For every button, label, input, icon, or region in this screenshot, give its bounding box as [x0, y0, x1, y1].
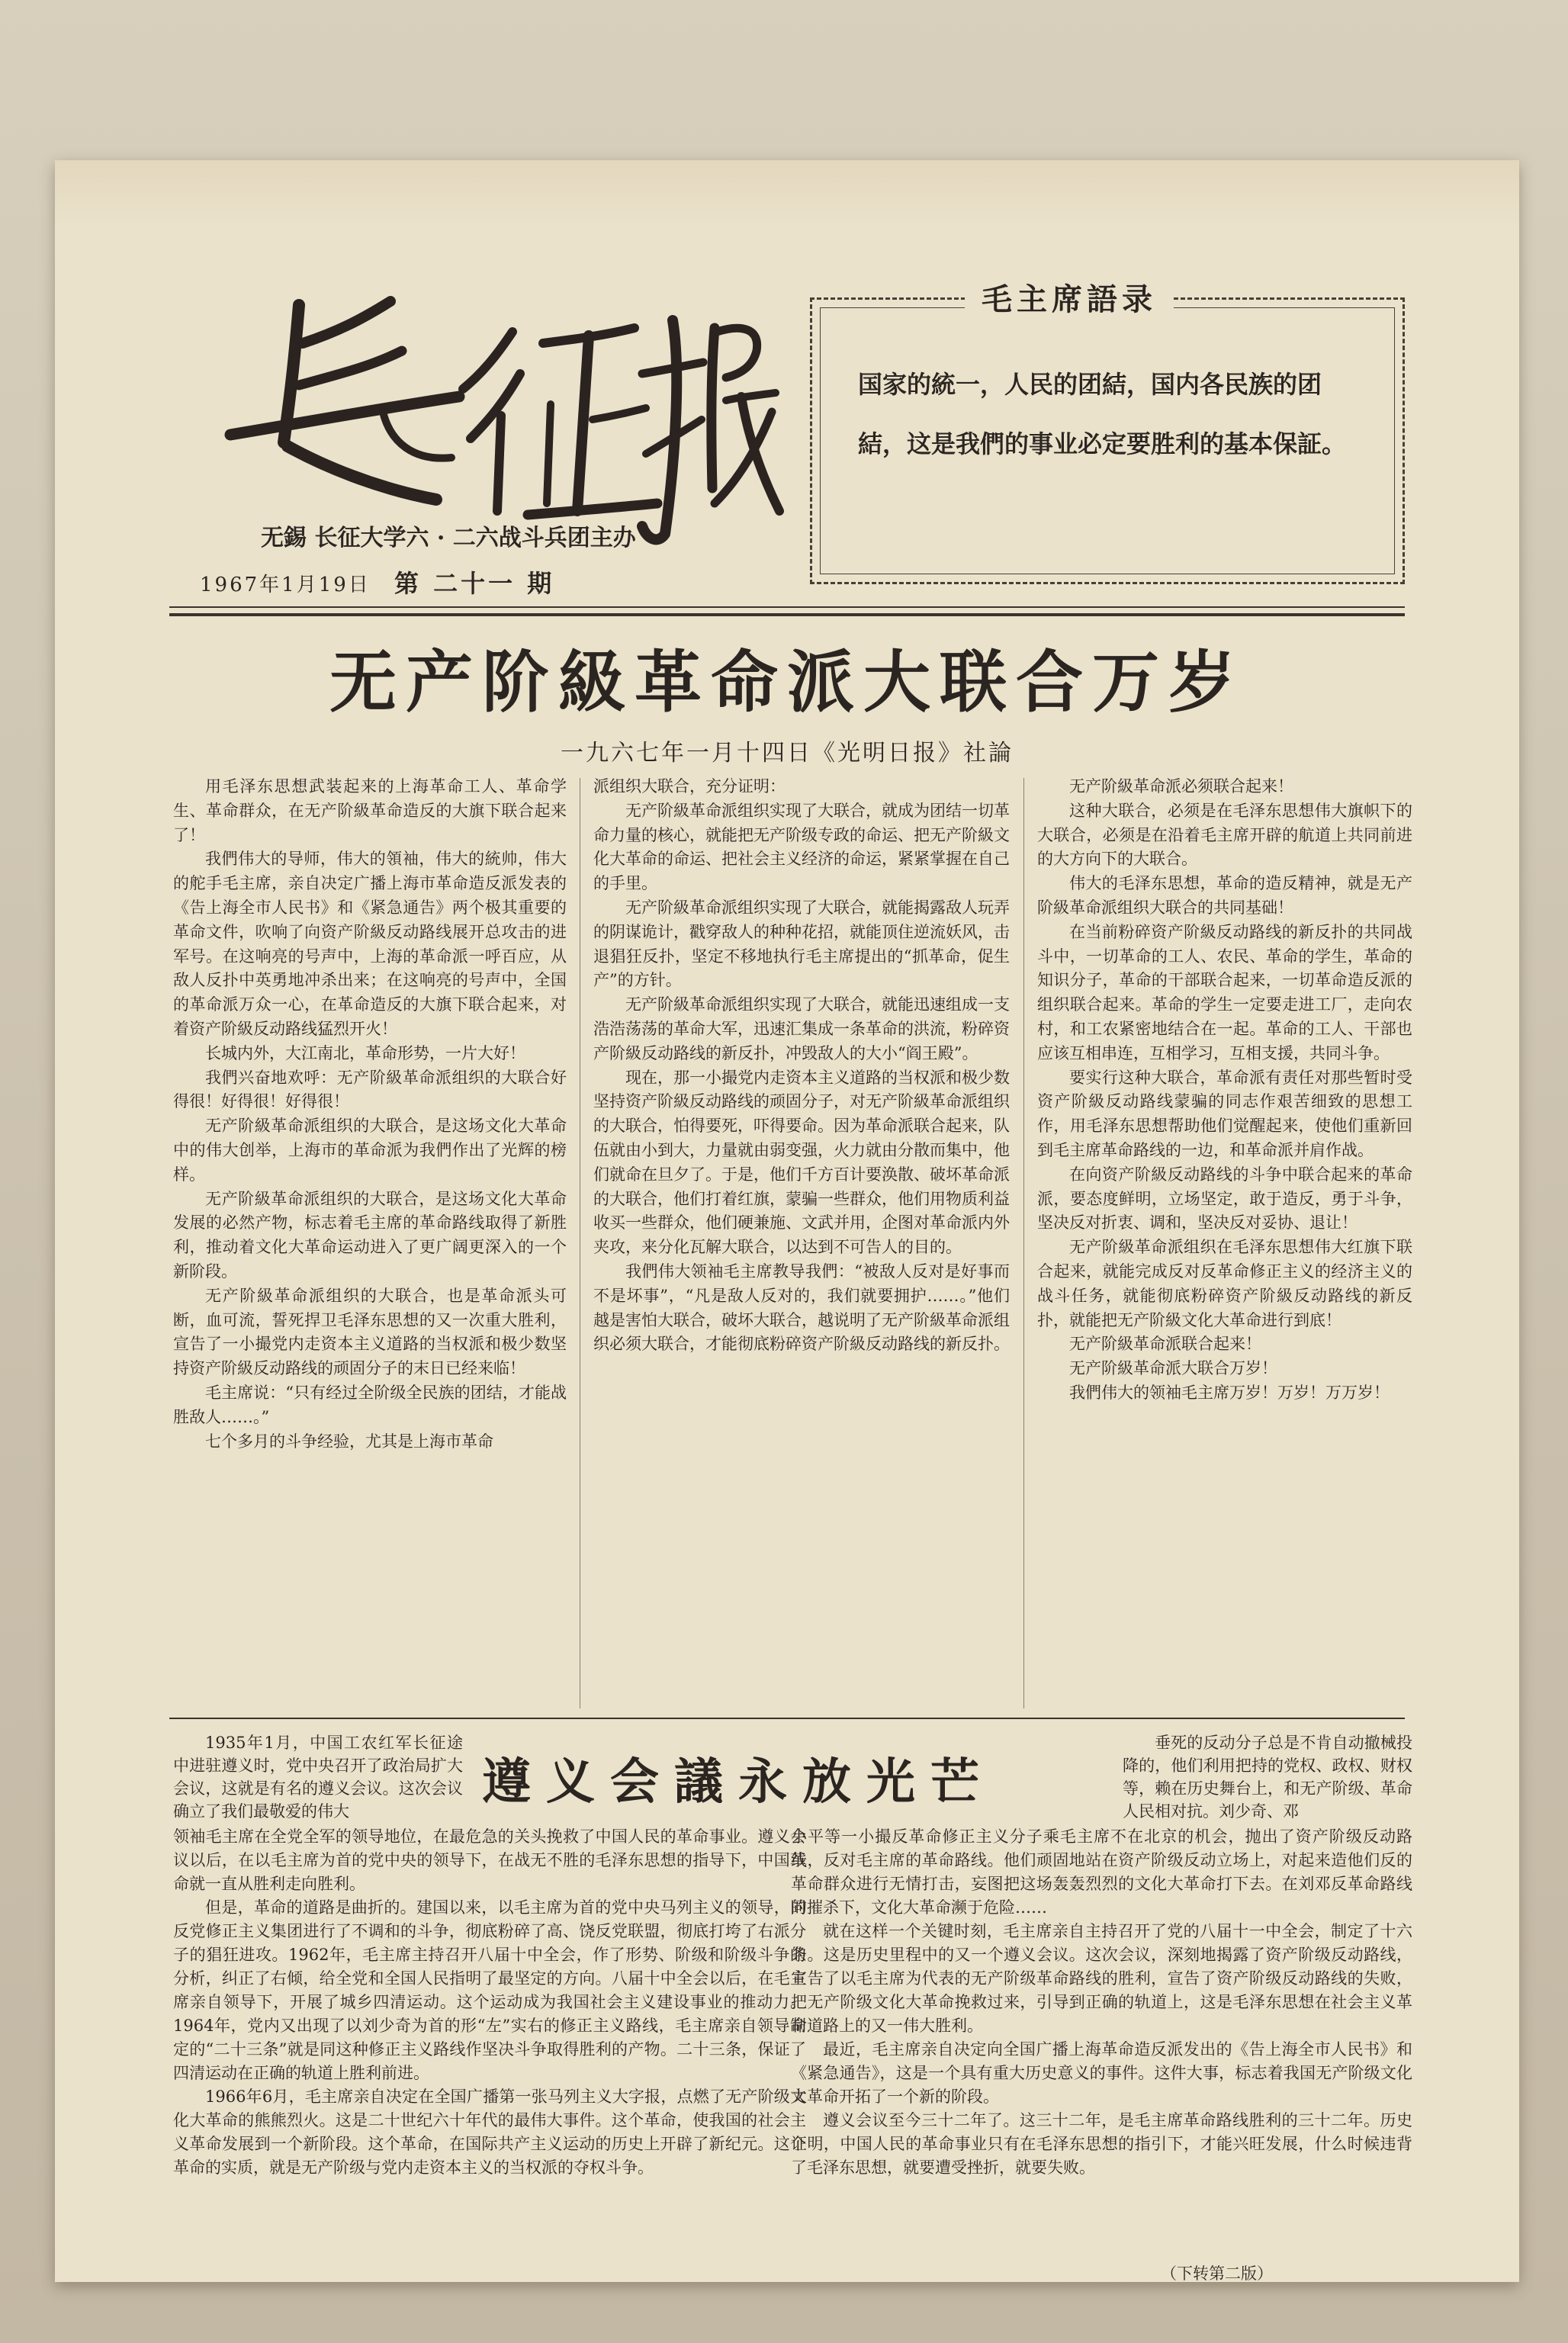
lead-paragraph: 无产阶級革命派组织的大联合，是这场文化大革命发展的必然产物，标志着毛主席的革命路线取得了新胜利，推动着文化大革命运动进入了更广阔更深入的一个新阶段。 [173, 1189, 567, 1281]
article2-paragraph: 领袖毛主席在全党全军的领导地位，在最危急的关头挽救了中国人民的革命事业。遵义会议以后，在以毛主席为首的党中央的领导下，在战无不胜的毛泽东思想的指导下，中国革命就一直从胜利走向胜利。 [173, 1827, 806, 1893]
article2-title: 遵义会議永放光芒 [482, 1753, 994, 1811]
lead-paragraph: 无产阶級革命派大联合万岁！ [1069, 1359, 1277, 1378]
article2-body-left [173, 1825, 806, 2283]
quotation-text: 国家的統一，人民的团結，国内各民族的团結，这是我們的事业必定要胜利的基本保証。 [858, 370, 1347, 458]
lead-column-1 [173, 775, 567, 1709]
article2-paragraph: 就在这样一个关键时刻，毛主席亲自主持召开了党的八届十一中全会，制定了十六条。这是历史里程中的又一个遵义会议。这次会议，深刻地揭露了资产阶级反动路线，宣告了以毛主席为代表的无产阶级革命路线的胜利，宣告了资产阶级反动路线的失败，把无产阶级文化大革命挽救过来，引导到正确的轨道上，这是毛泽东思想在社会主义革命道路上的又一伟大胜利。 [791, 1922, 1412, 2035]
lead-paragraph: 派组织大联合，充分证明： [593, 777, 786, 795]
article2-intro-right [1123, 1731, 1412, 1823]
lead-paragraph: 无产阶級革命派组织的大联合，也是革命派头可断，血可流，誓死捍卫毛泽东思想的又一次重大胜利，宣告了一小撮党内走资本主义道路的当权派和极少数坚持资产阶級反动路线的顽固分子的末日已经来临！ [173, 1286, 567, 1378]
article2-paragraph: 1966年6月，毛主席亲自决定在全国广播第一张马列主义大字报，点燃了无产阶级文化大革命的熊熊烈火。这是二十世纪六十年代的最伟大事件。这个革命，使我国的社会主义革命发展到一个新阶段。这个革命，在国际共产主义运动的历史上开辟了新纪元。这个革命的实质，就是无产阶级与党内走资本主义的当权派的夺权斗争。 [173, 2087, 806, 2177]
lead-paragraph: 要实行这种大联合，革命派有责任对那些暂时受资产阶級反动路线蒙骗的同志作艰苦细致的思想工作，用毛泽东思想帮助他们觉醒起来，使他们重新回到毛主席革命路线的一边，和革命派并肩作战。 [1037, 1068, 1412, 1159]
masthead-issue: 第 二十一 期 [394, 569, 555, 598]
lead-paragraph: 无产阶級革命派组织的大联合，是这场文化大革命中的伟大创举，上海市的革命派为我們作出了光辉的榜样。 [173, 1117, 567, 1184]
lead-paragraph: 无产阶級革命派必须联合起来！ [1069, 777, 1293, 795]
lead-paragraph: 无产阶級革命派组织在毛泽东思想伟大红旗下联合起来，就能完成反对反革命修正主义的经济主义的战斗任务，就能彻底粉碎资产阶級反动路线的新反扑，就能把无产阶級文化大革命进行到底！ [1037, 1238, 1412, 1329]
masthead-date: 1967年1月19日 [200, 574, 371, 596]
quotation-title: 毛主席語录 [965, 275, 1174, 319]
lead-column-2 [593, 775, 1010, 1709]
masthead-sponsor: 无錫 长征大学六 · 二六战斗兵团主办 [261, 525, 636, 551]
lead-paragraph: 我們伟大领袖毛主席教导我們：“被敌人反对是好事而不是坏事”，“凡是敌人反对的，我们就要拥护……。”他们越是害怕大联合，破坏大联合，越说明了无产阶級革命派组织必须大联合，才能彻底粉碎资产阶級反动路线的新反扑。 [593, 1261, 1010, 1354]
paper-top-edge [55, 160, 1519, 229]
lead-paragraph: 我們兴奋地欢呼：无产阶級革命派组织的大联合好得很！好得很！好得很！ [173, 1068, 567, 1111]
header-rule-thick [169, 613, 1405, 616]
column-divider [1023, 778, 1024, 1708]
lead-paragraph: 七个多月的斗争经验，尤其是上海市革命 [205, 1432, 493, 1451]
lead-paragraph: 这种大联合，必须是在毛泽东思想伟大旗帜下的大联合，必须是在沿着毛主席开辟的航道上共同前进的大方向下的大联合。 [1037, 801, 1412, 869]
lead-paragraph: 用毛泽东思想武装起来的上海革命工人、革命学生、革命群众，在无产阶級革命造反的大旗下联合起来了！ [173, 777, 567, 844]
lead-paragraph: 无产阶級革命派组织实现了大联合，就能迅速组成一支浩浩荡荡的革命大军，迅速汇集成一条革命的洪流，粉碎资产阶級反动路线的新反扑，冲毁敌人的大小“阎王殿”。 [593, 995, 1010, 1062]
article2-intro-left [173, 1731, 463, 1823]
article2-paragraph: 遵义会议至今三十二年了。这三十二年，是毛主席革命路线胜利的三十二年。历史证明，中国人民的革命事业只有在毛泽东思想的指引下，才能兴旺发展，什么时候违背了毛泽东思想，就要遭受挫折，就要失败。 [791, 2111, 1412, 2177]
lead-paragraph: 无产阶級革命派联合起来！ [1069, 1335, 1261, 1354]
lead-column-3 [1037, 775, 1412, 1709]
lead-paragraph: 我們伟大的导师，伟大的領袖，伟大的統帅，伟大的舵手毛主席，亲自决定广播上海市革命造反派发表的《告上海全市人民书》和《紧急通告》两个极其重要的革命文件，吹响了向资产阶級反动路线展开总攻击的进军号。在这响亮的号声中，上海的革命派一呼百应，从敌人反扑中英勇地冲杀出来；在这响亮的号声中，全国的革命派万众一心，在革命造反的大旗下联合起来，对着资产阶級反动路线猛烈开火！ [173, 850, 567, 1038]
lead-paragraph: 现在，那一小撮党内走资本主义道路的当权派和极少数坚持资产阶級反动路线的顽固分子，对无产阶級革命派组织的大联合，怕得要死，吓得要命。因为革命派联合起来，队伍就由小到大，力量就由弱变强，火力就由分散而集中，他们就命在旦夕了。于是，他们千方百计要涣散、破坏革命派的大联合，他们打着红旗，蒙骗一些群众，他们用物质利益收买一些群众，他们硬兼施、文武并用，企图对革命派内外夹攻，来分化瓦解大联合，以达到不可告人的目的。 [593, 1068, 1010, 1257]
quotation-box [810, 281, 1405, 584]
lead-paragraph: 长城内外，大江南北，革命形势，一片大好！ [205, 1043, 525, 1062]
lead-paragraph: 毛主席说：“只有经过全阶级全民族的团结，才能战胜敌人……。” [173, 1383, 567, 1426]
lead-paragraph: 在当前粉碎资产阶級反动路线的新反扑的共同战斗中，一切革命的工人、农民、革命的学生，革命的知识分子，革命的干部联合起来，一切革命造反派的组织联合起来。革命的学生一定要走进工厂，走向农村，和工农紧密地结合在一起。革命的工人、干部也应该互相串连，互相学习，互相支援，共同斗争。 [1037, 922, 1412, 1062]
article-divider-rule [169, 1718, 1405, 1719]
article2-paragraph: 垂死的反动分子总是不肯自动撤械投降的，他们利用把持的党权、政权、财权等，赖在历史舞台上，和无产阶级、革命人民相对抗。刘少奇、邓 [1123, 1734, 1412, 1821]
lead-headline: 无产阶級革命派大联合万岁 [329, 642, 1245, 722]
continued-note: （下转第二版） [1161, 2264, 1273, 2283]
article2-paragraph: 1935年1月，中国工农红军长征途中进驻遵义时，党中央召开了政治局扩大会议，这就是有名的遵义会议。这次会议确立了我们最敬爱的伟大 [173, 1734, 463, 1821]
lead-paragraph: 无产阶級革命派组织实现了大联合，就成为团结一切革命力量的核心，就能把无产阶级专政的命运、把无产阶級文化大革命的命运、把社会主义经济的命运，紧紧掌握在自己的手里。 [593, 801, 1010, 893]
article2-body-right [791, 1825, 1412, 2283]
header-rule-thin [169, 606, 1405, 608]
article2-paragraph: 最近，毛主席亲自决定向全国广播上海革命造反派发出的《告上海全市人民书》和《紧急通告》，这是一个具有重大历史意义的事件。这件大事，标志着我国无产阶级文化大革命开拓了一个新的阶段。 [791, 2040, 1412, 2106]
article2-paragraph: 但是，革命的道路是曲折的。建国以来，以毛主席为首的党中央马列主义的领导，同反党修正主义集团进行了不调和的斗争，彻底粉碎了高、饶反党联盟，彻底打垮了右派分子的猖狂进攻。1962年，毛主席主持召开八届十中全会，作了形势、阶级和阶级斗争的分析，纠正了右倾，给全党和全国人民指明了最坚定的方向。八届十中全会以后，在毛主席亲自领导下，开展了城乡四清运动。这个运动成为我国社会主义建设事业的推动力。1964年，党内又出现了以刘少奇为首的形“左”实右的修正主义路线，毛主席亲自领导制定的“二十三条”就是同这种修正主义路线作坚决斗争取得胜利的产物。二十三条，保证了四清运动在正确的轨道上胜利前进。 [173, 1898, 806, 2082]
newspaper-page [55, 160, 1519, 2282]
lead-paragraph: 伟大的毛泽东思想，革命的造反精神，就是无产阶級革命派组织大联合的共同基础！ [1037, 874, 1412, 917]
lead-paragraph: 无产阶級革命派组织实现了大联合，就能揭露敌人玩弄的阴谋诡计，戳穿敌人的种种花招，就能顶住逆流妖风，击退猖狂反扑，坚定不移地执行毛主席提出的“抓革命，促生产”的方针。 [593, 898, 1010, 990]
lead-paragraph: 我們伟大的领袖毛主席万岁！万岁！万万岁！ [1069, 1383, 1390, 1402]
article2-paragraph: 小平等一小撮反革命修正主义分子乘毛主席不在北京的机会，抛出了资产阶级反动路线，反对毛主席的革命路线。他们顽固地站在资产阶级反动立场上，对起来造他们反的革命群众进行无情打击，妄图把这场轰轰烈烈的文化大革命打下去。在刘邓反革命路线的摧杀下，文化大革命濒于危险…… [791, 1827, 1412, 1917]
lead-subhead: 一九六七年一月十四日《光明日报》社論 [561, 740, 1014, 767]
lead-paragraph: 在向资产阶級反动路线的斗争中联合起来的革命派，要态度鲜明，立场坚定，敢于造反，勇于斗争，坚决反对折衷、调和，坚决反对妥协、退让！ [1037, 1165, 1412, 1233]
